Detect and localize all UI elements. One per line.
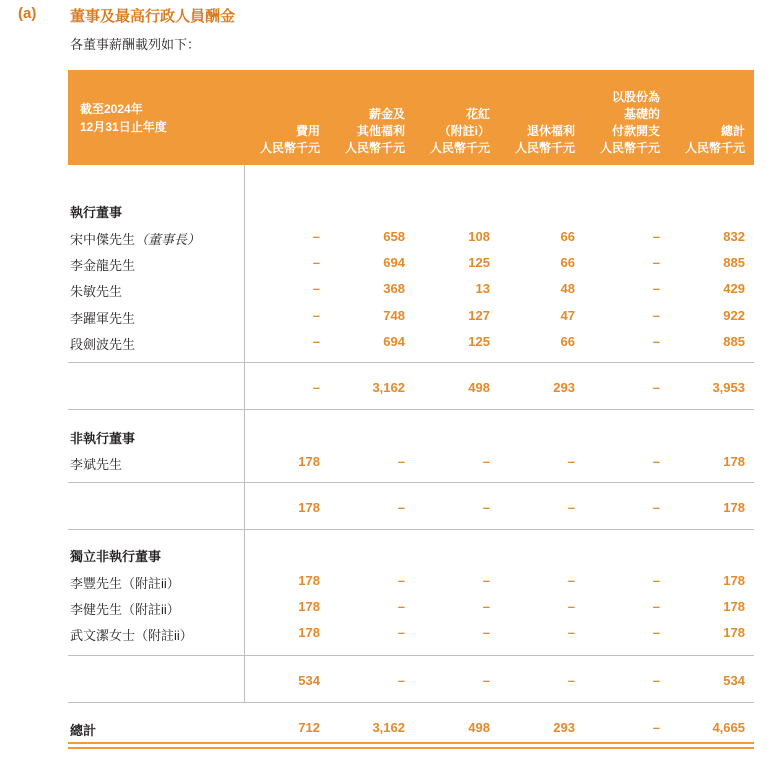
column-header: 以股份為 基礎的 付款開支 人民幣千元	[599, 90, 660, 155]
column-header: 總計 人民幣千元	[684, 124, 745, 155]
row-divider	[68, 362, 754, 363]
cell-value: –	[567, 625, 575, 640]
cell-value: 694	[383, 334, 405, 349]
cell-value: –	[482, 500, 490, 515]
total-row	[0, 720, 778, 738]
cell-value: 293	[553, 720, 575, 735]
cell-value: 3,953	[712, 380, 745, 395]
cell-value: –	[482, 673, 490, 688]
director-name: 李躍軍先生	[70, 311, 136, 326]
row-divider	[68, 409, 754, 410]
cell-value: 3,162	[372, 380, 405, 395]
cell-value: 127	[468, 308, 490, 323]
cell-value: 125	[468, 334, 490, 349]
cell-value: –	[567, 673, 575, 688]
column-header: 費用 人民幣千元	[259, 124, 320, 155]
cell-value: 66	[560, 229, 575, 244]
cell-value: 498	[468, 720, 490, 735]
cell-value: 66	[560, 334, 575, 349]
cell-value: –	[397, 673, 405, 688]
section-mark: (a)	[18, 5, 37, 22]
cell-value: –	[312, 255, 320, 270]
cell-value: –	[652, 281, 660, 296]
cell-value: 178	[723, 454, 745, 469]
cell-value: 658	[383, 229, 405, 244]
cell-value: 922	[723, 308, 745, 323]
cell-value: 534	[723, 673, 745, 688]
section-title: 董事及最高行政人員酬金	[70, 8, 236, 25]
cell-value: –	[397, 599, 405, 614]
row-divider	[68, 529, 754, 530]
cell-value: –	[397, 625, 405, 640]
table-row	[0, 308, 778, 326]
table-row	[0, 599, 778, 617]
cell-value: –	[482, 599, 490, 614]
cell-value: –	[312, 281, 320, 296]
director-name: 武文潔女士（附註ii）	[70, 628, 193, 643]
cell-value: 178	[298, 454, 320, 469]
cell-value: 178	[298, 573, 320, 588]
column-header: 退休福利 人民幣千元	[514, 124, 575, 155]
cell-value: 178	[723, 625, 745, 640]
table-row	[0, 573, 778, 591]
cell-value: –	[652, 673, 660, 688]
intro-text: 各董事薪酬載列如下：	[70, 37, 201, 52]
cell-value: –	[652, 255, 660, 270]
table-row	[0, 454, 778, 472]
cell-value: –	[567, 573, 575, 588]
cell-value: 178	[298, 625, 320, 640]
table-row	[0, 334, 778, 352]
cell-value: –	[397, 454, 405, 469]
director-name: 宋中傑先生（董事長）	[70, 232, 201, 247]
subtotal-row	[0, 673, 778, 691]
cell-value: –	[567, 500, 575, 515]
row-divider	[68, 702, 754, 703]
cell-value: –	[652, 720, 660, 735]
director-name: 李豐先生（附註ii）	[70, 576, 180, 591]
row-divider	[68, 747, 754, 749]
table-row	[0, 229, 778, 247]
cell-value: –	[652, 308, 660, 323]
category-heading: 非執行董事	[70, 431, 136, 446]
cell-value: –	[652, 454, 660, 469]
cell-value: 429	[723, 281, 745, 296]
cell-value: –	[312, 308, 320, 323]
cell-value: 534	[298, 673, 320, 688]
table-row	[0, 255, 778, 273]
cell-value: 178	[723, 573, 745, 588]
row-divider	[68, 655, 754, 656]
cell-value: 66	[560, 255, 575, 270]
director-name: 李金龍先生	[70, 258, 136, 273]
cell-value: 178	[723, 500, 745, 515]
cell-value: 13	[475, 281, 490, 296]
cell-value: –	[652, 625, 660, 640]
cell-value: 125	[468, 255, 490, 270]
cell-value: 368	[383, 281, 405, 296]
cell-value: 48	[560, 281, 575, 296]
period-label: 截至2024年 12月31日止年度	[80, 102, 167, 134]
cell-value: –	[652, 599, 660, 614]
column-header: 花紅 （附註i） 人民幣千元	[429, 107, 490, 155]
cell-value: 712	[298, 720, 320, 735]
cell-value: 293	[553, 380, 575, 395]
cell-value: –	[482, 454, 490, 469]
cell-value: 832	[723, 229, 745, 244]
category-heading: 執行董事	[70, 205, 123, 220]
cell-value: 694	[383, 255, 405, 270]
cell-value: 885	[723, 255, 745, 270]
cell-value: –	[567, 599, 575, 614]
director-name: 朱敏先生	[70, 284, 123, 299]
cell-value: 4,665	[712, 720, 745, 735]
name-note: （董事長）	[135, 232, 201, 247]
cell-value: –	[312, 229, 320, 244]
cell-value: 108	[468, 229, 490, 244]
cell-value: 47	[560, 308, 575, 323]
total-label: 總計	[70, 723, 97, 738]
row-divider	[68, 482, 754, 483]
column-header: 薪金及 其他福利 人民幣千元	[344, 107, 405, 155]
cell-value: –	[652, 380, 660, 395]
cell-value: –	[397, 500, 405, 515]
table-row	[0, 625, 778, 643]
cell-value: 498	[468, 380, 490, 395]
director-name: 李健先生（附註ii）	[70, 602, 180, 617]
cell-value: 178	[298, 599, 320, 614]
subtotal-row	[0, 500, 778, 518]
cell-value: –	[482, 573, 490, 588]
subtotal-row	[0, 380, 778, 398]
cell-value: –	[312, 334, 320, 349]
cell-value: 3,162	[372, 720, 405, 735]
cell-value: –	[397, 573, 405, 588]
category-heading: 獨立非執行董事	[70, 549, 162, 564]
cell-value: –	[312, 380, 320, 395]
table-header	[68, 70, 754, 165]
cell-value: 885	[723, 334, 745, 349]
cell-value: –	[652, 229, 660, 244]
director-name: 段劍波先生	[70, 337, 136, 352]
cell-value: –	[482, 625, 490, 640]
cell-value: –	[567, 454, 575, 469]
director-name: 李斌先生	[70, 457, 123, 472]
row-divider	[68, 742, 754, 744]
table-row	[0, 281, 778, 299]
cell-value: –	[652, 500, 660, 515]
cell-value: 178	[298, 500, 320, 515]
cell-value: 178	[723, 599, 745, 614]
cell-value: –	[652, 573, 660, 588]
cell-value: 748	[383, 308, 405, 323]
cell-value: –	[652, 334, 660, 349]
